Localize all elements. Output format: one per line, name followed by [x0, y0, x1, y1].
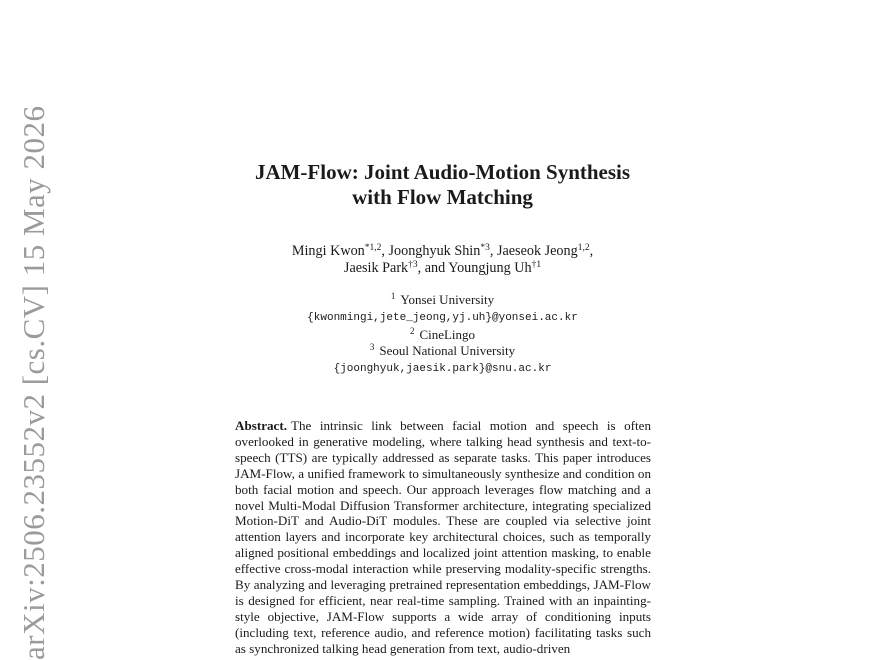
- author-name: Joonghyuk Shin: [388, 243, 481, 259]
- affiliation-block: [200, 292, 685, 378]
- author-name: Jaesik Park: [343, 260, 409, 276]
- affiliation-name: CineLingo: [419, 326, 476, 342]
- affiliation-mark: 1: [390, 291, 396, 301]
- author-separator: ,: [589, 243, 594, 259]
- affiliation-name: Yonsei University: [400, 292, 495, 307]
- paper-title-line-1: JAM-Flow: Joint Audio-Motion Synthesis: [254, 160, 631, 184]
- author-line-2: [200, 260, 685, 277]
- affiliation-email-line: [200, 309, 685, 327]
- author-affiliation-marks: 1,2: [577, 243, 590, 253]
- author-name: Mingi Kwon: [291, 243, 365, 259]
- affiliation-line: [200, 327, 685, 344]
- author-affiliation-marks: †1: [531, 260, 542, 270]
- abstract-body: The intrinsic link between facial motion and speech is often overlooked in generative modeling, where talking head synthesis and text-to-speech (TTS) are typically addressed as separate tasks. This paper introduces JAM-Flow, a unified framework to simultaneously synthesize and condition on both facial motion and speech. Our approach leverages flow matching and a novel Multi-Modal Diffusion Transformer architecture, integrating specialized Motion-DiT and Audio-DiT modules. These are coupled via selective joint attention layers and incorporate key architectural choices, such as temporally aligned positional embeddings and localized joint attention masking, to enable effective cross-modal interaction while preserving modality-specific strengths. By analyzing and leveraging pretrained representation embeddings, JAM-Flow is designed for efficient, near real-time sampling. Trained with an inpainting-style objective, JAM-Flow supports a wide array of conditioning inputs (including text, reference audio, and reference motion) facilitating tasks such as synchronized talking head generation from text, audio-driven: [235, 418, 651, 656]
- author-name: Youngjung Uh: [448, 260, 532, 276]
- affiliation-mark: 3: [369, 342, 375, 353]
- author-separator: ,: [489, 243, 497, 259]
- author-line-1: [200, 243, 685, 260]
- abstract-label: Abstract.: [235, 418, 287, 433]
- author-affiliation-marks: *1,2: [364, 243, 382, 253]
- paper-title: [200, 160, 685, 210]
- author-name: Jaeseok Jeong: [496, 243, 578, 259]
- affiliation-line: [200, 343, 685, 360]
- arxiv-identifier-stamp: arXiv:2506.23552v2 [cs.CV] 15 May 2026: [16, 105, 51, 660]
- paper-title-line-2: with Flow Matching: [352, 185, 533, 209]
- email-address: {joonghyuk,jaesik.park}@snu.ac.kr: [333, 363, 552, 376]
- affiliation-name: Seoul National University: [379, 343, 516, 359]
- affiliation-line: [200, 292, 685, 309]
- author-affiliation-marks: †3: [408, 260, 418, 270]
- author-list: [200, 243, 685, 277]
- author-affiliation-marks: *3: [480, 243, 490, 253]
- email-address: {kwonmingi,jete_jeong,yj.uh}@yonsei.ac.kr: [307, 311, 578, 324]
- affiliation-mark: 2: [409, 325, 415, 336]
- abstract-paragraph: [235, 418, 651, 657]
- affiliation-email-line: [200, 360, 685, 378]
- author-separator: ,: [381, 243, 389, 259]
- author-separator: , and: [417, 260, 449, 276]
